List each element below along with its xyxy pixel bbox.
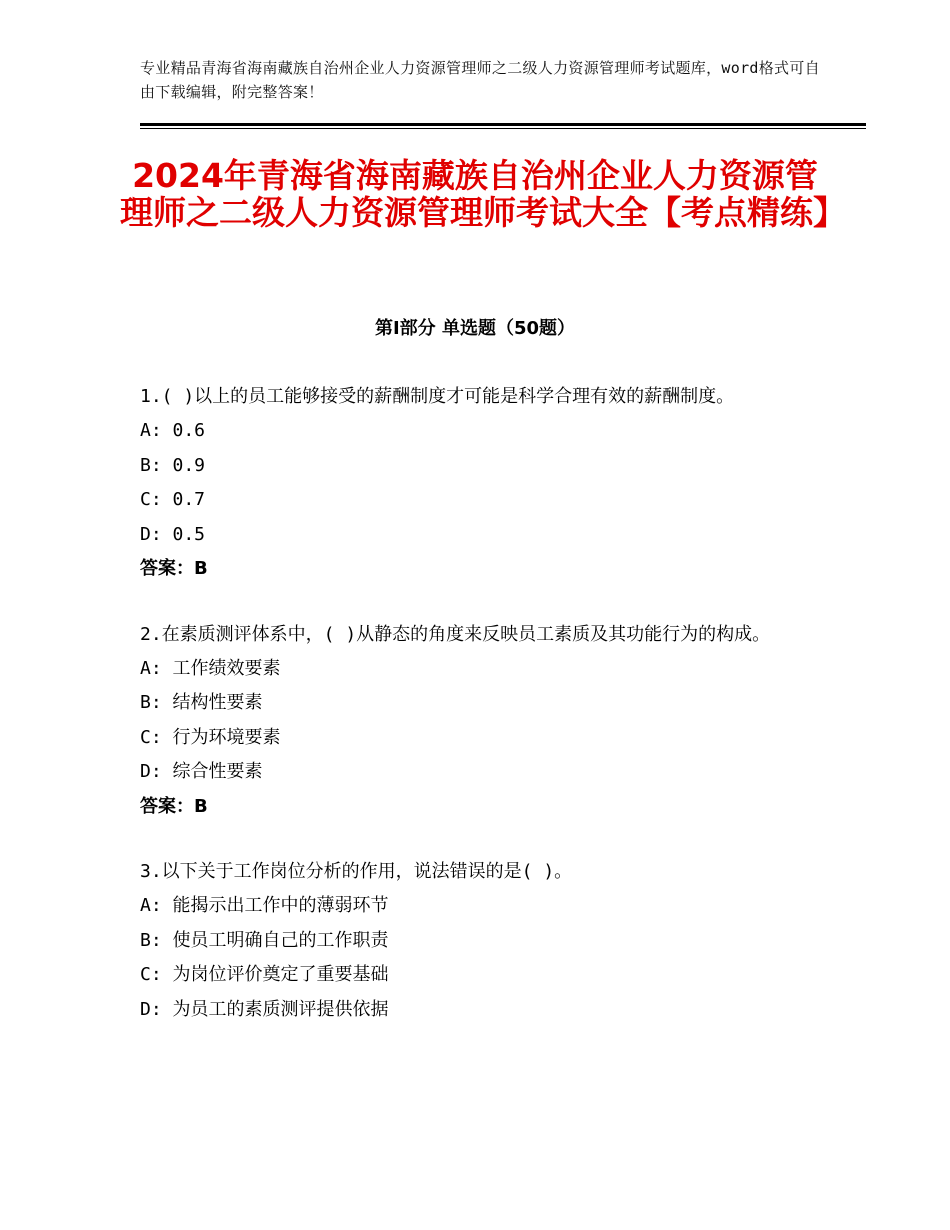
option-c: C: 行为环境要素: [140, 726, 281, 748]
document-title: 2024年青海省海南藏族自治州企业人力资源管理师之二级人力资源管理师考试大全【考点精练】: [120, 156, 846, 232]
option-d: D: 0.5: [140, 523, 206, 545]
option-a: A: 能揭示出工作中的薄弱环节: [140, 895, 389, 916]
question-3: [140, 855, 820, 1027]
section-heading: 第Ⅰ部分 单选题（50题）: [374, 318, 575, 339]
option-a: A: 工作绩效要素: [140, 657, 281, 679]
question-1: [140, 380, 820, 587]
option-b: B: 结构性要素: [140, 692, 263, 713]
question-stem: 1.( )以上的员工能够接受的薪酬制度才可能是科学合理有效的薪酬制度。: [140, 386, 735, 407]
question-stem: 3.以下关于工作岗位分析的作用，说法错误的是( )。: [140, 861, 573, 882]
header-divider-thin: [140, 128, 866, 129]
header-note: 专业精品青海省海南藏族自治州企业人力资源管理师之二级人力资源管理师考试题库，word格式可自由下载编辑，附完整答案！: [140, 59, 820, 101]
option-b: B: 0.9: [140, 454, 206, 476]
question-list: [140, 380, 820, 1058]
option-a: A: 0.6: [140, 420, 206, 441]
header-divider-thick: [140, 123, 866, 126]
answer: 答案：B: [140, 795, 208, 817]
question-2: [140, 618, 820, 825]
question-stem: 2.在素质测评体系中，( )从静态的角度来反映员工素质及其功能行为的构成。: [140, 623, 771, 645]
option-c: C: 为岗位评价奠定了重要基础: [140, 964, 389, 985]
option-c: C: 0.7: [140, 489, 206, 510]
option-d: D: 为员工的素质测评提供依据: [140, 998, 389, 1020]
option-b: B: 使员工明确自己的工作职责: [140, 929, 389, 951]
answer: 答案：B: [140, 558, 208, 579]
option-d: D: 综合性要素: [140, 761, 263, 782]
